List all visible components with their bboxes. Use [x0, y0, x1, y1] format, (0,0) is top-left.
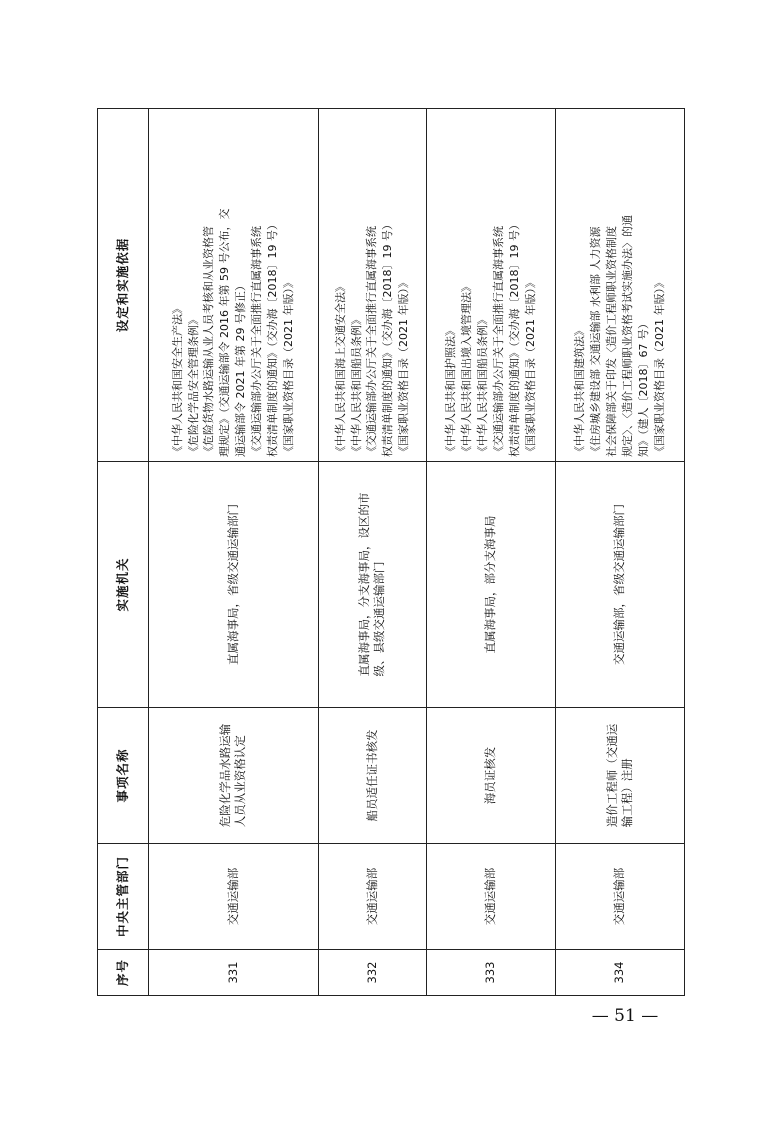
table-row	[149, 109, 319, 996]
page-number: — 51 —	[591, 1006, 659, 1026]
row-dept: 交通运输部	[149, 844, 319, 950]
row-item: 危险化学品水路运输 人员从业资格认定	[149, 708, 319, 844]
header-agency: 实施机关	[98, 462, 149, 708]
table-row	[556, 109, 685, 996]
header-basis: 设定和实施依据	[98, 109, 149, 462]
row-agency: 直属海事局，省级交通运输部门	[149, 462, 319, 708]
row-basis: 《中华人民共和国安全生产法》 《危险化学品安全管理条例》 《危险货物水路运输从业人员考核和从业资格管 理规定》（交通运输部令 2016 年第 59 号公布，交 通运输部令 2021 年第 29 号修正） 《交通运输部办公厅关于全面推行直属海事系统 权责清单制度的通知》（交办海〔2018〕19 号） 《国家职业资格目录（2021 年版）》	[149, 109, 319, 462]
row-item: 船员适任证书核发	[318, 708, 426, 844]
qualification-table	[97, 108, 685, 996]
table-row	[427, 109, 556, 996]
header-dept: 中央主管部门	[98, 844, 149, 950]
row-agency: 交通运输部，省级交通运输部门	[556, 462, 685, 708]
row-no: 331	[149, 950, 319, 996]
rotated-table-page	[97, 109, 685, 996]
row-agency: 直属海事局，分支海事局，设区的市 级、县级交通运输部门	[318, 462, 426, 708]
table-header-row	[98, 109, 149, 996]
row-dept: 交通运输部	[427, 844, 556, 950]
row-no: 332	[318, 950, 426, 996]
row-dept: 交通运输部	[556, 844, 685, 950]
row-no: 333	[427, 950, 556, 996]
row-item: 海员证核发	[427, 708, 556, 844]
row-agency: 直属海事局，部分支海事局	[427, 462, 556, 708]
header-no: 序号	[98, 950, 149, 996]
header-item: 事项名称	[98, 708, 149, 844]
table-row	[318, 109, 426, 996]
row-no: 334	[556, 950, 685, 996]
row-item: 造价工程师（交通运 输工程）注册	[556, 708, 685, 844]
row-basis: 《中华人民共和国护照法》 《中华人民共和国出境入境管理法》 《中华人民共和国船员条例》 《交通运输部办公厅关于全面推行直属海事系统 权责清单制度的通知》（交办海〔2018〕19 号） 《国家职业资格目录（2021 年版）》	[427, 109, 556, 462]
row-basis: 《中华人民共和国海上交通安全法》 《中华人民共和国船员条例》 《交通运输部办公厅关于全面推行直属海事系统 权责清单制度的通知》（交办海〔2018〕19 号） 《国家职业资格目录（2021 年版）》	[318, 109, 426, 462]
row-dept: 交通运输部	[318, 844, 426, 950]
row-basis: 《中华人民共和国建筑法》 《住房城乡建设部 交通运输部 水利部 人力资源 社会保障部关于印发〈造价工程师职业资格制度 规定〉、〈造价工程师职业资格考试实施办法〉的通 知》（建人〔2018〕67 号） 《国家职业资格目录（2021 年版）》	[556, 109, 685, 462]
